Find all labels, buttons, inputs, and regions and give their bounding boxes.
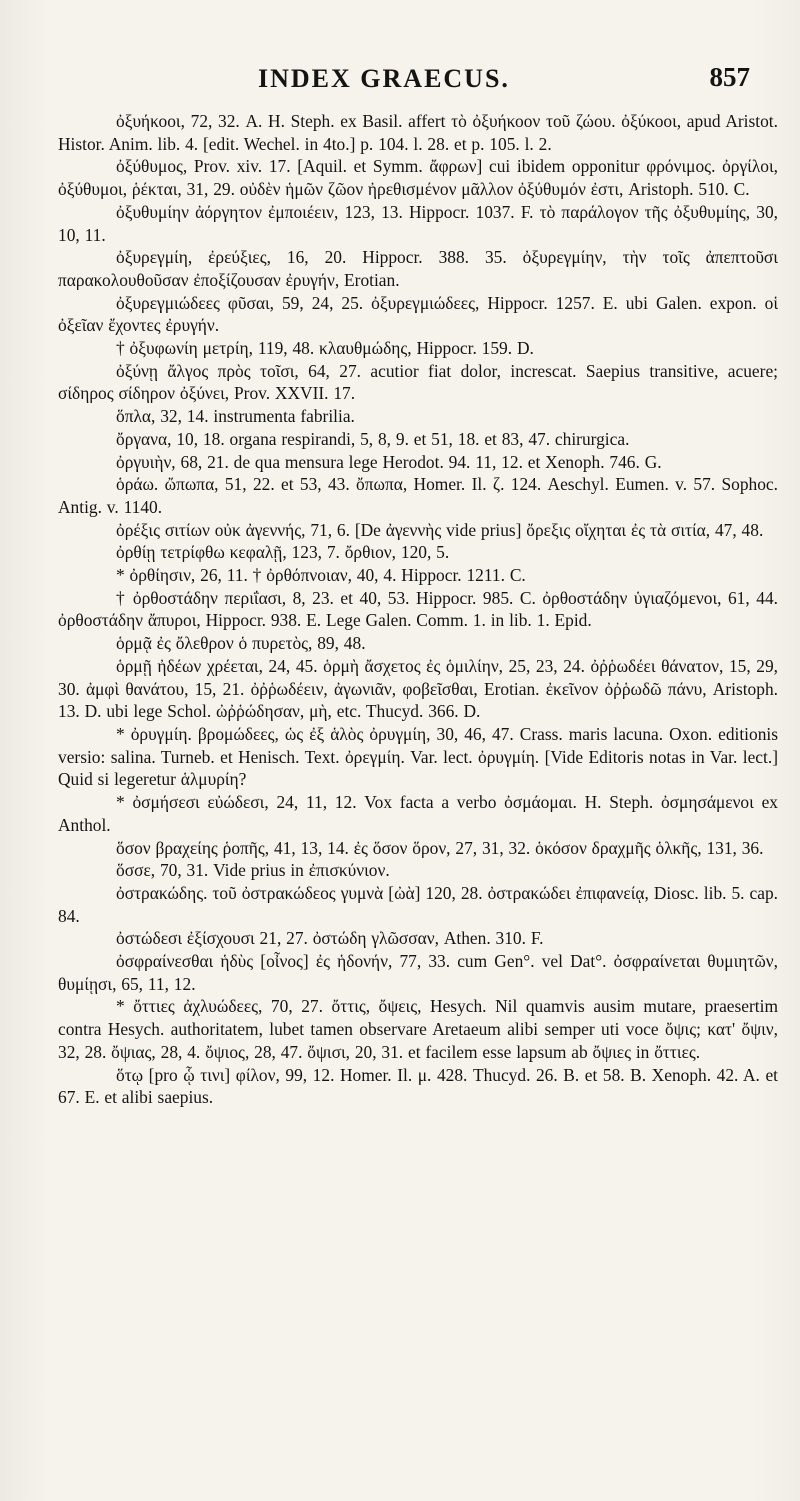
- index-entry: ὄργανα, 10, 18. organa respirandi, 5, 8, 9. et 51, 18. et 83, 47. chirurgica.: [116, 428, 630, 449]
- index-entry: ὅσον βραχείης ῥοπῆς, 41, 13, 14. ἐς ὅσον ὅρον, 27, 31, 32. ὁκόσον δραχμῆς ὁλκῆς, 131, 36.: [116, 837, 764, 858]
- index-entry: * ὀρυγμίη. βρομώδεες, ὡς ἐξ ἁλὸς ὀρυγμίη, 30, 46, 47. Crass. maris lacuna. Oxon. editionis versio: salina. Turneb. et Henisch. Text. ὀρεγμίη. Var. lect. ὀρυγμίη. [Vide Editoris notas in Var. lect.] Quid si legeretur ἁλμυρίη?: [58, 723, 778, 790]
- index-entry: ὀστώδεσι ἐξίσχουσι 21, 27. ὀστώδη γλῶσσαν, Athen. 310. F.: [116, 928, 544, 949]
- index-entry: ὀρέξις σιτίων οὐκ ἀγεννής, 71, 6. [De ἀγεννὴς vide prius] ὄρεξις οἴχηται ἐς τὰ σιτία, 47, 48.: [116, 519, 764, 540]
- index-entry: * ὄττιες ἀχλυώδεες, 70, 27. ὄττις, ὄψεις, Hesych. Nil quamvis ausim mutare, praesertim contra Hesych. authoritatem, lubet tamen observare Aretaeum alibi semper uti voce ὄψις; κατ' ὄψιν, 32, 28. ὄψιας, 28, 4. ὄψιος, 28, 47. ὄψισι, 20, 31. et facilem esse lapsum ab ὄψιες in ὄττιες.: [58, 996, 778, 1062]
- index-entry: ὀρθίῃ τετρίφθω κεφαλῇ, 123, 7. ὄρθιον, 120, 5.: [116, 542, 450, 563]
- index-entry: ὀξυρεγμίη, ἐρεύξιες, 16, 20. Hippocr. 388. 35. ὀξυρεγμίην, τὴν τοῖς ἀπεπτοῦσι παρακολουθοῦσαν ἐποξίζουσαν ἐρυγήν, Erotian.: [58, 247, 778, 290]
- index-entry: ὀσφραίνεσθαι ἡδὺς [οἶνος] ἐς ἡδονήν, 77, 33. cum Gen°. vel Dat°. ὀσφραίνεται θυμιητῶν, θυμίῃσι, 65, 11, 12.: [58, 951, 778, 994]
- index-entry: * ὀσμήσεσι εὐώδεσι, 24, 11, 12. Vox facta a verbo ὀσμάομαι. H. Steph. ὀσμησάμενοι ex Anthol.: [58, 792, 778, 835]
- index-entry: ὀξυθυμίην ἀόργητον ἐμποιέειν, 123, 13. Hippocr. 1037. F. τὸ παράλογον τῆς ὀξυθυμίης, 30, 10, 11.: [58, 201, 778, 245]
- index-entry: ὁρμᾷ ἐς ὄλεθρον ὁ πυρετὸς, 89, 48.: [116, 633, 366, 654]
- index-entry: ὀξύνῃ ἄλγος πρὸς τοῖσι, 64, 27. acutior fiat dolor, increscat. Saepius transitive, acuere; σίδηρος σίδηρον ὀξύνει, Prov. XXVII. 17.: [58, 360, 778, 404]
- index-entry: ὀξύθυμος, Prov. xiv. 17. [Aquil. et Symm. ἄφρων] cui ibidem opponitur φρόνιμος. ὀργίλοι, ὀξύθυμοι, ῥέκται, 31, 29. οὐδὲν ἡμῶν ζῶον ἠρεθισμένον μᾶλλον ὀξύθυμόν ἐστι, Aristoph. 510. C.: [58, 156, 778, 200]
- index-entry: ὁράω. ὤπωπα, 51, 22. et 53, 43. ὄπωπα, Homer. Il. ζ. 124. Aeschyl. Eumen. v. 57. Sophoc. Antig. v. 1140.: [58, 474, 778, 517]
- index-entry: ὀστρακώδης. τοῦ ὀστρακώδεος γυμνὰ [ὠὰ] 120, 28. ὀστρακώδει ἐπιφανείᾳ, Diosc. lib. 5. cap. 84.: [58, 882, 778, 926]
- index-entry: ὀργυιὴν, 68, 21. de qua mensura lege Herodot. 94. 11, 12. et Xenoph. 746. G.: [116, 451, 662, 472]
- index-entry: ὅσσε, 70, 31. Vide prius in ἐπισκύνιον.: [116, 860, 390, 881]
- index-entries: [58, 110, 778, 1109]
- index-entry: ὀξυρεγμιώδεες φῦσαι, 59, 24, 25. ὀξυρεγμιώδεες, Hippocr. 1257. E. ubi Galen. expon. οἱ ὀξεῖαν ἔχοντες ἐρυγήν.: [58, 292, 778, 336]
- index-entry: † ὀρθοστάδην περιΐασι, 8, 23. et 40, 53. Hippocr. 985. C. ὀρθοστάδην ὑγιαζόμενοι, 61, 44. ὀρθοστάδην ἄπυροι, Hippocr. 938. E. Lege Galen. Comm. 1. in lib. 1. Epid.: [58, 587, 778, 631]
- index-entry: † ὀξυφωνίη μετρίη, 119, 48. κλαυθμώδης, Hippocr. 159. D.: [116, 338, 534, 359]
- index-entry: ὁρμῇ ἠδέων χρέεται, 24, 45. ὁρμὴ ἄσχετος ἐς ὁμιλίην, 25, 23, 24. ὀῤῥωδέει θάνατον, 15, 29, 30. ἀμφὶ θανάτου, 15, 21. ὀῤῥωδέειν, ἀγωνιᾶν, φοβεῖσθαι, Erotian. ἐκεῖνον ὀῤῥωδῶ πάνυ, Aristoph. 13. D. ubi lege Schol. ὠῤῥώδησαν, μὴ, etc. Thucyd. 366. D.: [58, 655, 778, 722]
- page-header: [58, 56, 778, 100]
- page-number: 857: [709, 62, 750, 92]
- index-entry: ὅτῳ [pro ᾧ τινι] φίλον, 99, 12. Homer. Il. μ. 428. Thucyd. 26. B. et 58. B. Xenoph. 42. A. et 67. E. et alibi saepius.: [58, 1064, 778, 1108]
- running-head: INDEX GRAECUS.: [258, 64, 510, 93]
- index-entry: ὀξυήκοοι, 72, 32. A. H. Steph. ex Basil. affert τὸ ὀξυήκοον τοῦ ζώου. ὀξύκοοι, apud Aristot. Histor. Anim. lib. 4. [edit. Wechel. in 4to.] p. 104. l. 28. et p. 105. l. 2.: [58, 111, 778, 154]
- index-entry: ὅπλα, 32, 14. instrumenta fabrilia.: [116, 406, 355, 427]
- index-entry: * ὀρθίησιν, 26, 11. † ὀρθόπνοιαν, 40, 4. Hippocr. 1211. C.: [116, 565, 526, 586]
